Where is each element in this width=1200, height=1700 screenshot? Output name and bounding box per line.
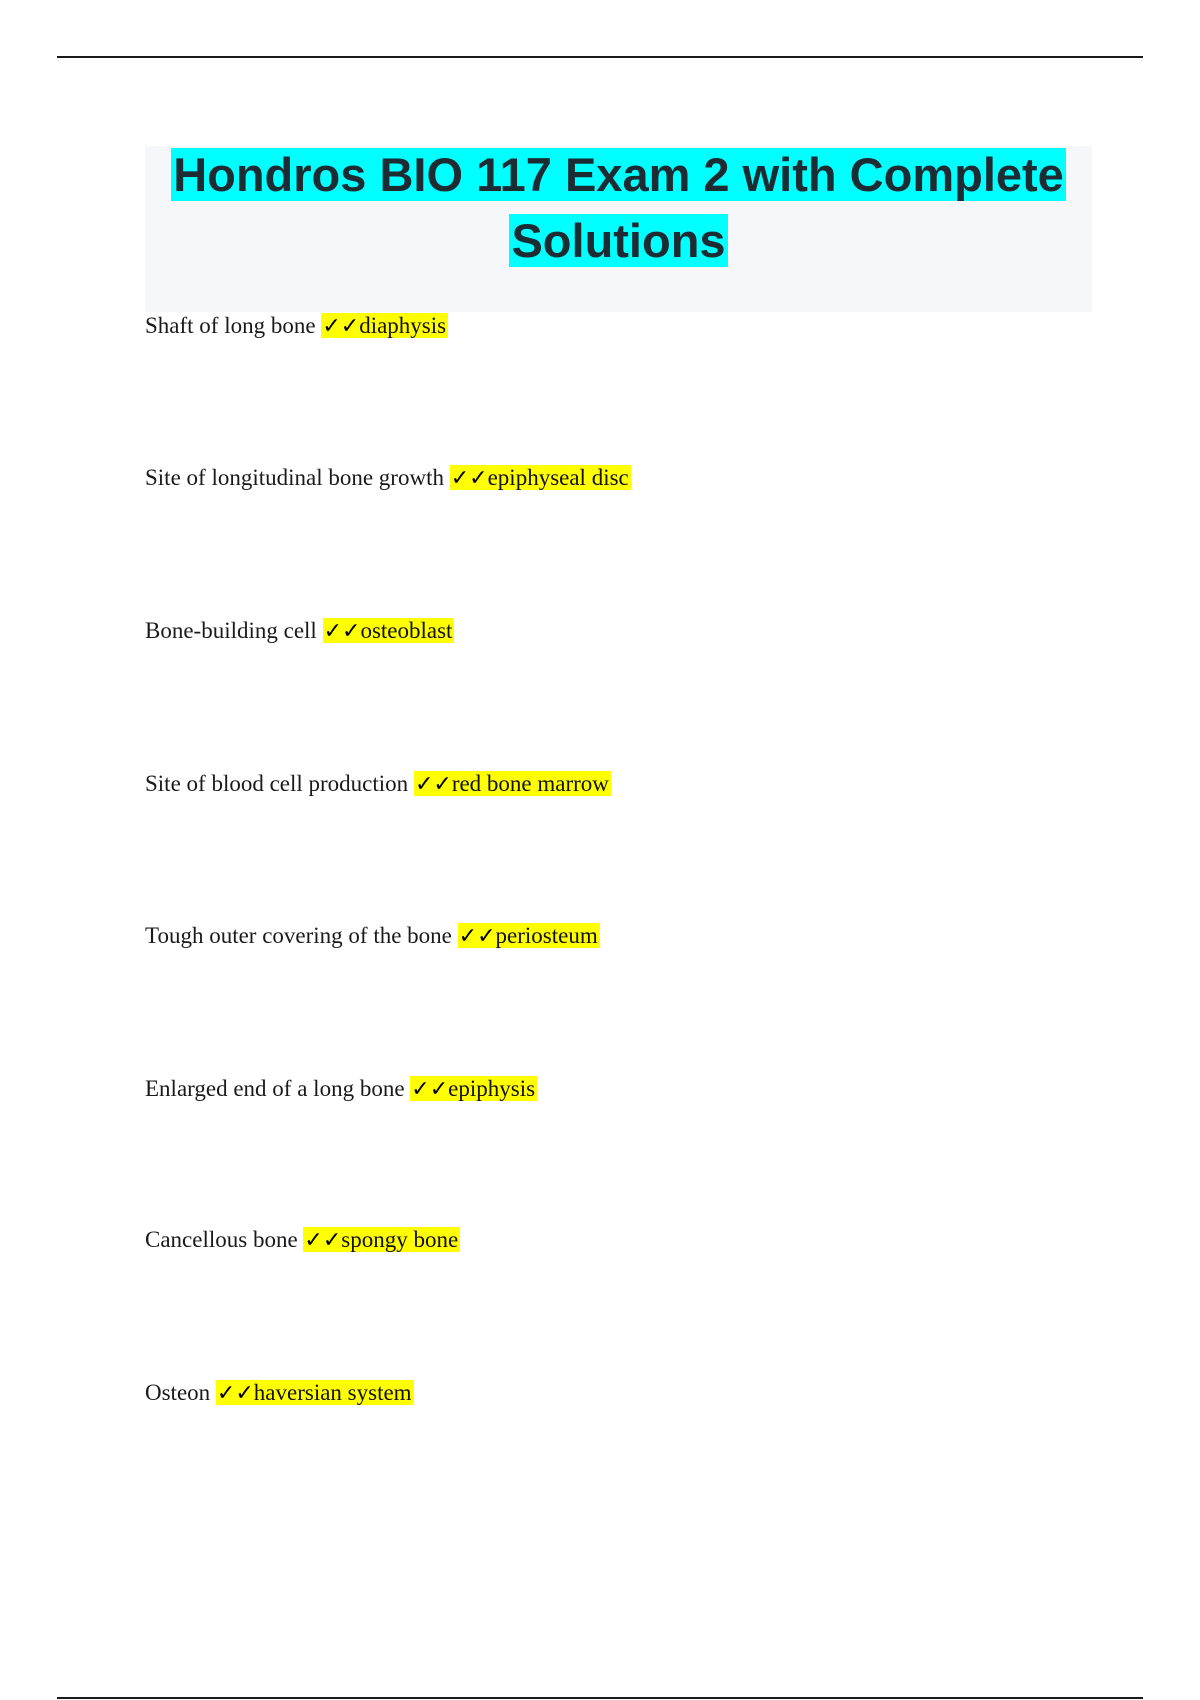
question-text: Enlarged end of a long bone	[145, 1076, 405, 1101]
answer-highlight	[303, 1227, 460, 1252]
answer-text: diaphysis	[359, 313, 447, 338]
answer-text: haversian system	[253, 1380, 412, 1405]
answer-highlight	[323, 618, 455, 643]
question-text: Site of longitudinal bone growth	[145, 465, 444, 490]
document-title: Hondros BIO 117 Exam 2 with Complete Solutions	[173, 148, 1064, 267]
answer-highlight	[216, 1380, 414, 1405]
double-check-icon: ✓✓	[304, 1228, 342, 1253]
question-text: Shaft of long bone	[145, 313, 316, 338]
double-check-icon: ✓✓	[414, 772, 452, 797]
question-text: Site of blood cell production	[145, 771, 409, 796]
qa-item	[145, 1377, 414, 1410]
question-text: Bone-building cell	[145, 618, 317, 643]
qa-item	[145, 920, 600, 953]
answer-text: epiphyseal disc	[487, 465, 629, 490]
double-check-icon: ✓✓	[458, 924, 496, 949]
qa-item	[145, 1073, 537, 1106]
qa-item	[145, 615, 454, 648]
bottom-rule	[57, 1697, 1143, 1699]
top-rule	[57, 56, 1143, 58]
answer-text: periosteum	[495, 923, 598, 948]
answer-highlight	[410, 1076, 537, 1101]
qa-item	[145, 310, 448, 343]
answer-text: spongy bone	[341, 1227, 459, 1252]
answer-text: osteoblast	[360, 618, 453, 643]
qa-item	[145, 768, 611, 801]
double-check-icon: ✓✓	[450, 466, 488, 491]
double-check-icon: ✓✓	[322, 314, 360, 339]
qa-item	[145, 462, 631, 495]
answer-highlight	[458, 923, 600, 948]
answer-highlight	[414, 771, 611, 796]
question-text: Tough outer covering of the bone	[145, 923, 452, 948]
answer-text: red bone marrow	[451, 771, 609, 796]
double-check-icon: ✓✓	[323, 619, 361, 644]
double-check-icon: ✓✓	[411, 1077, 449, 1102]
question-text: Cancellous bone	[145, 1227, 298, 1252]
double-check-icon: ✓✓	[216, 1381, 254, 1406]
answer-highlight	[450, 465, 631, 490]
title-panel	[145, 146, 1092, 312]
answer-highlight	[321, 313, 448, 338]
question-text: Osteon	[145, 1380, 211, 1405]
qa-item	[145, 1224, 460, 1257]
answer-text: epiphysis	[448, 1076, 536, 1101]
